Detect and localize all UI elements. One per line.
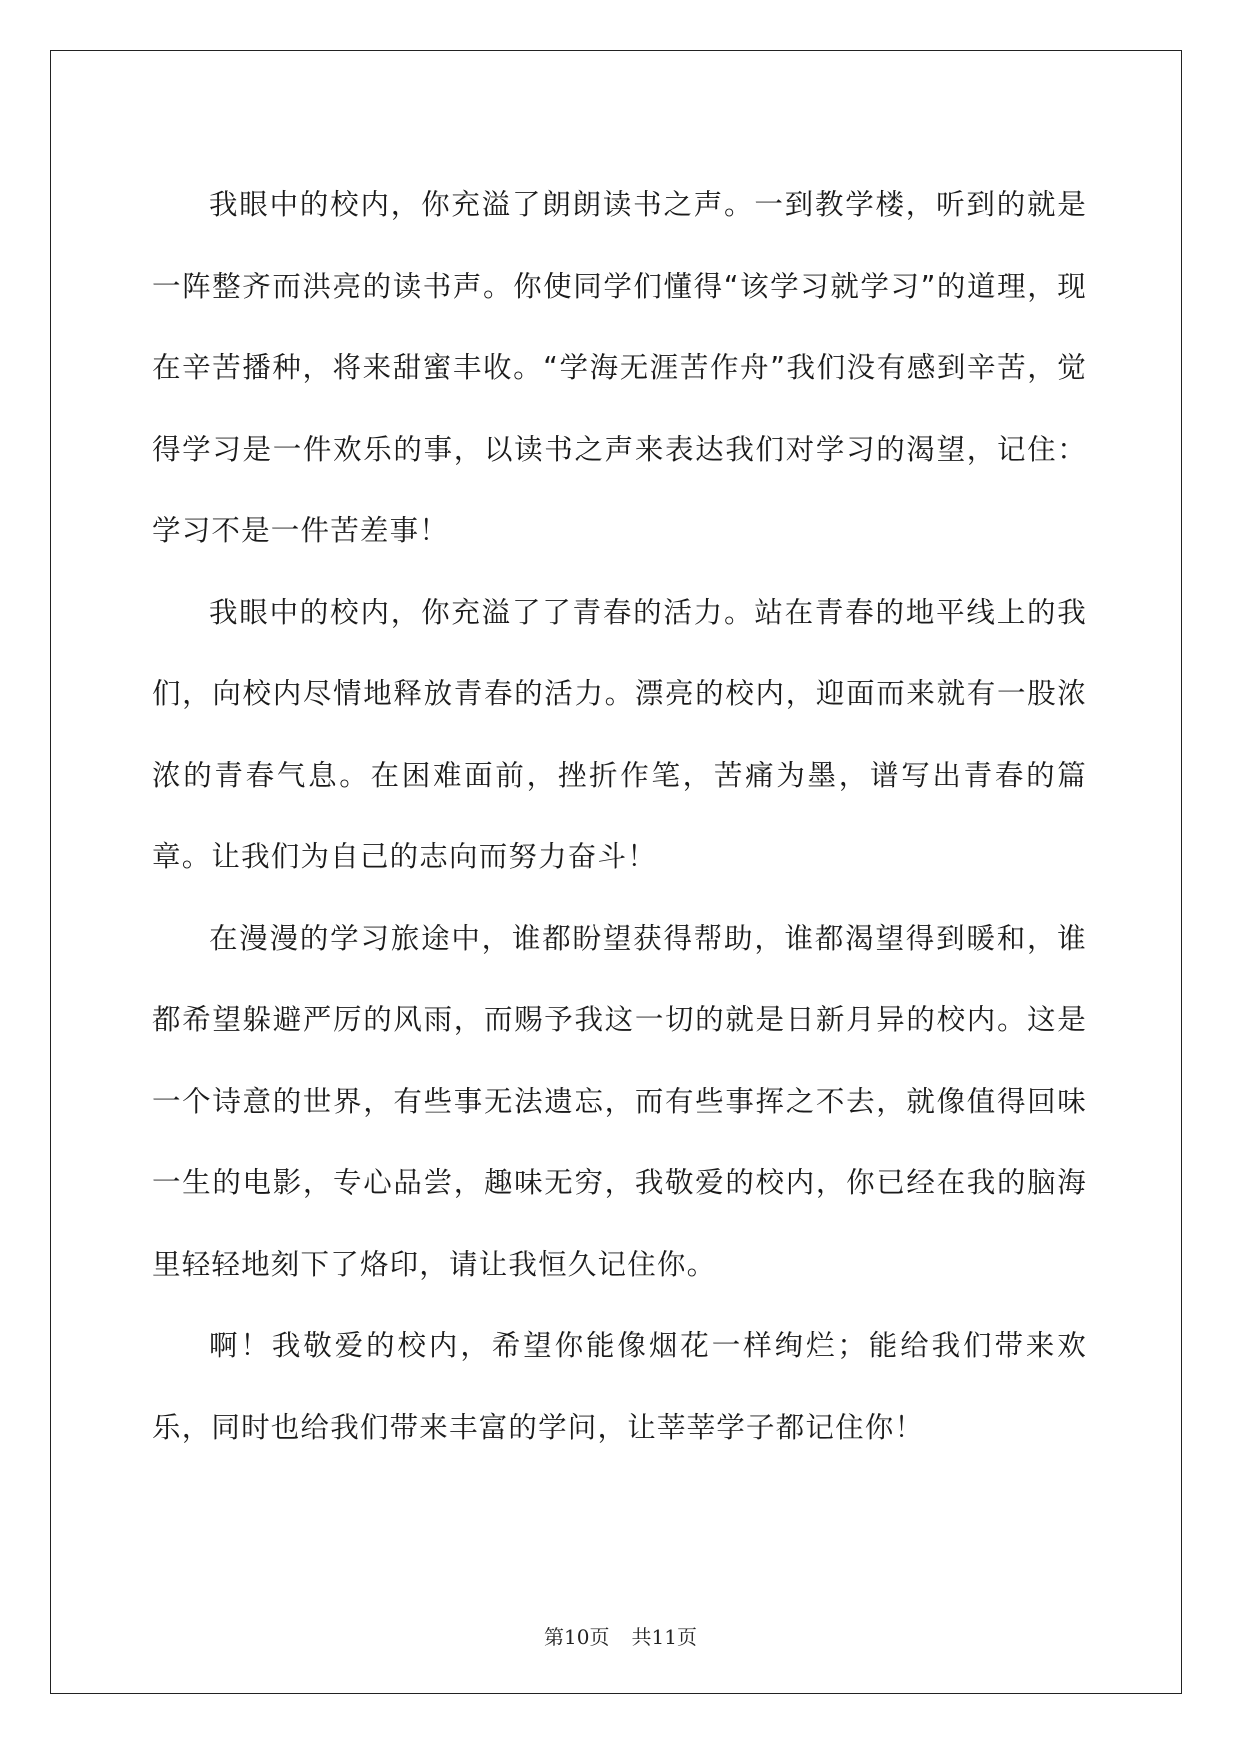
paragraph: 我眼中的校内，你充溢了了青春的活力。站在青春的地平线上的我们，向校内尽情地释放青春的活力。漂亮的校内，迎面而来就有一股浓浓的青春气息。在困难面前，挫折作笔，苦痛为墨，谱写出青春的篇章。让我们为自己的志向而努力奋斗！ <box>152 595 1087 873</box>
paragraph: 啊！我敬爱的校内，希望你能像烟花一样绚烂；能给我们带来欢乐，同时也给我们带来丰富的学问，让莘莘学子都记住你！ <box>152 1329 1087 1444</box>
paragraph: 我眼中的校内，你充溢了朗朗读书之声。一到教学楼，听到的就是一阵整齐而洪亮的读书声。你使同学们懂得“该学习就学习”的道理，现在辛苦播种，将来甜蜜丰收。“学海无涯苦作舟”我们没有感到辛苦，觉得学习是一件欢乐的事，以读书之声来表达我们对学习的渴望，记住：学习不是一件苦差事！ <box>152 188 1087 547</box>
page-number-current: 第10页 <box>544 1625 610 1649</box>
page-footer <box>0 1621 1241 1650</box>
page-number-total: 共11页 <box>631 1625 697 1649</box>
document-body <box>152 164 1087 1468</box>
paragraph: 在漫漫的学习旅途中，谁都盼望获得帮助，谁都渴望得到暖和，谁都希望躲避严厉的风雨，而赐予我这一切的就是日新月异的校内。这是一个诗意的世界，有些事无法遗忘，而有些事挥之不去，就像值得回味一生的电影，专心品尝，趣味无穷，我敬爱的校内，你已经在我的脑海里轻轻地刻下了烙印，请让我恒久记住你。 <box>152 921 1087 1281</box>
